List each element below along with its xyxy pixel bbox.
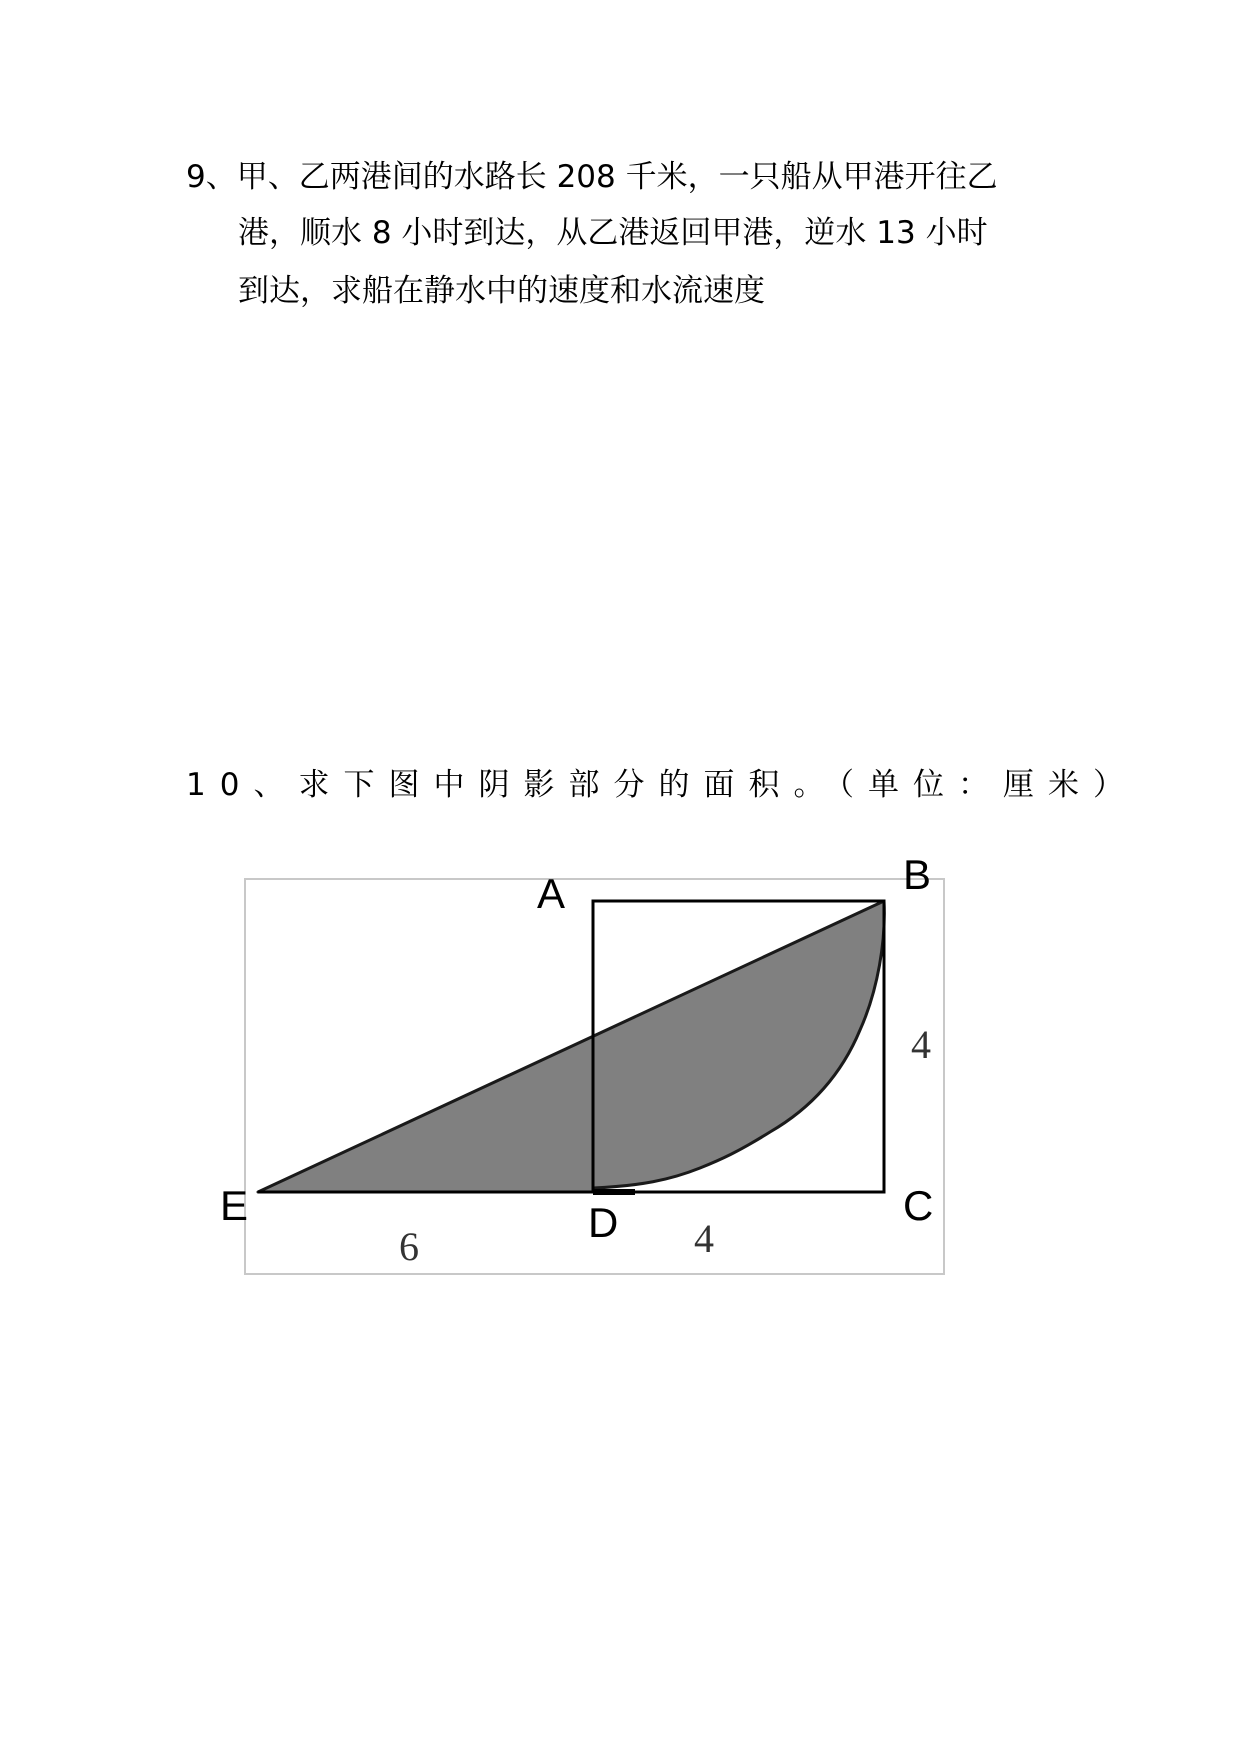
point-label-a: A <box>537 870 566 917</box>
point-label-b: B <box>903 851 932 898</box>
length-label-dc: 4 <box>694 1216 714 1261</box>
shaded-region <box>258 901 884 1192</box>
problem-9-text-line-3: 到达，求船在静水中的速度和水流速度 <box>238 273 765 309</box>
point-label-c: C <box>903 1182 934 1229</box>
problem-10-title: 10、求下图中阴影部分的面积。（单位：厘米） <box>186 767 1138 803</box>
problem-9-text-line-1: 9、甲、乙两港间的水路长 208 千米，一只船从甲港开往乙 <box>186 159 998 195</box>
point-label-d: D <box>588 1199 619 1246</box>
point-label-e: E <box>220 1182 249 1229</box>
length-label-ed: 6 <box>399 1224 419 1269</box>
problem-9-text-line-2: 港，顺水 8 小时到达，从乙港返回甲港，逆水 13 小时 <box>238 215 988 251</box>
length-label-bc: 4 <box>911 1022 931 1067</box>
